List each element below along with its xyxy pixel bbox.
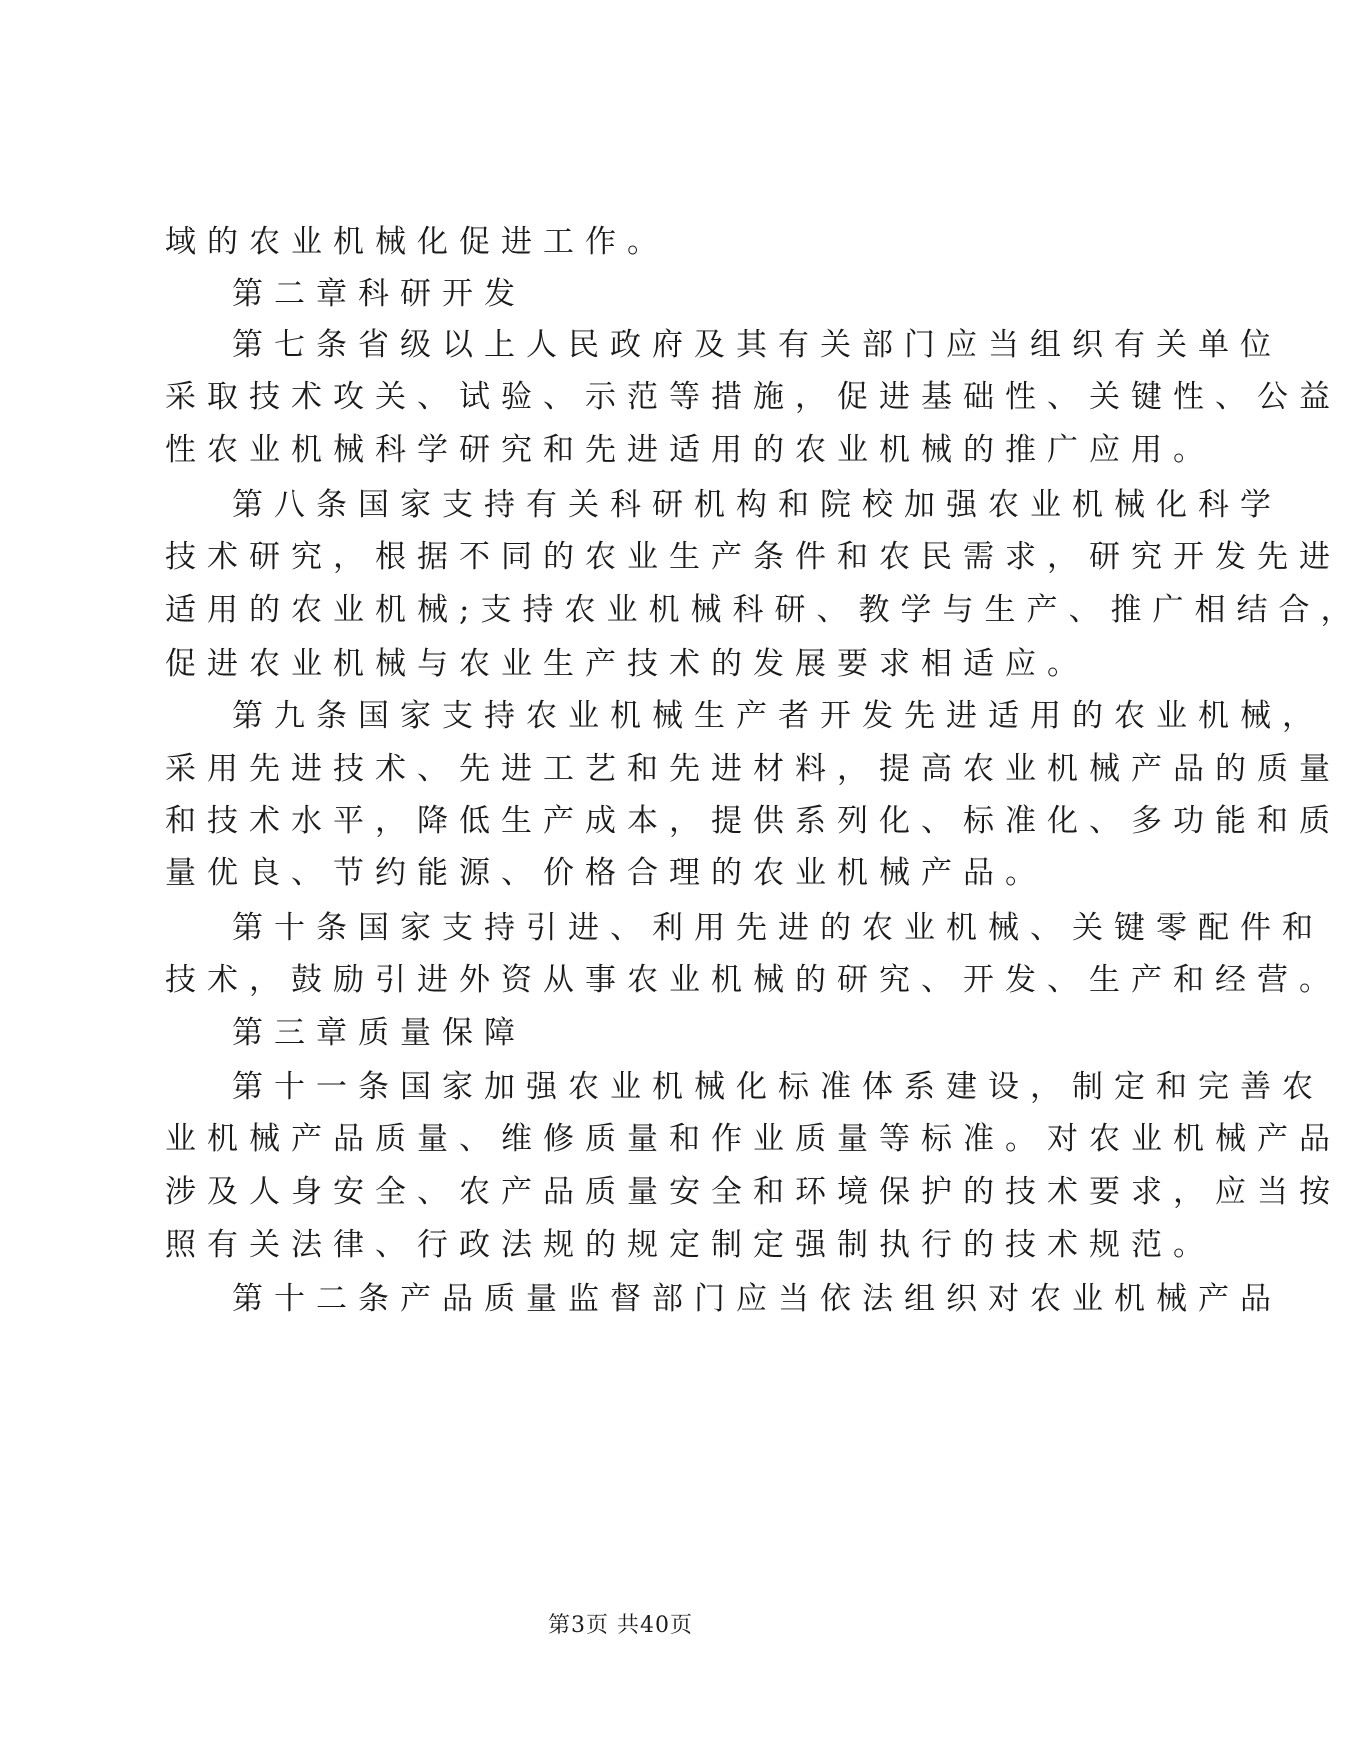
article-9-line-1: 第九条国家支持农业机械生产者开发先进适用的农业机械，	[232, 698, 1324, 734]
article-11-line-1: 第十一条国家加强农业机械化标准体系建设，制定和完善农	[232, 1069, 1324, 1105]
article-7-line-1: 第七条省级以上人民政府及其有关部门应当组织有关单位	[232, 327, 1282, 363]
article-9-line-4: 量优良、节约能源、价格合理的农业机械产品。	[165, 855, 1047, 891]
article-9-line-2: 采用先进技术、先进工艺和先进材料，提高农业机械产品的质量	[165, 751, 1341, 787]
article-8-line-3: 适用的农业机械;支持农业机械科研、教学与生产、推广相结合，	[165, 592, 1362, 628]
text-line-continuation: 域的农业机械化促进工作。	[165, 224, 669, 260]
article-8-line-4: 促进农业机械与农业生产技术的发展要求相适应。	[165, 646, 1089, 682]
article-11-line-2: 业机械产品质量、维修质量和作业质量等标准。对农业机械产品	[165, 1121, 1341, 1157]
article-11-line-3: 涉及人身安全、农产品质量安全和环境保护的技术要求，应当按	[165, 1174, 1341, 1210]
article-12-line-1: 第十二条产品质量监督部门应当依法组织对农业机械产品	[232, 1281, 1282, 1317]
article-7-line-2: 采取技术攻关、试验、示范等措施，促进基础性、关键性、公益	[165, 379, 1341, 415]
article-10-line-1: 第十条国家支持引进、利用先进的农业机械、关键零配件和	[232, 910, 1324, 946]
article-7-line-3: 性农业机械科学研究和先进适用的农业机械的推广应用。	[165, 432, 1215, 468]
article-8-line-2: 技术研究，根据不同的农业生产条件和农民需求，研究开发先进	[165, 539, 1341, 575]
chapter-heading: 第三章质量保障	[232, 1015, 526, 1051]
article-9-line-3: 和技术水平，降低生产成本，提供系列化、标准化、多功能和质	[165, 803, 1341, 839]
page-number-footer: 第3页 共40页	[548, 1613, 693, 1638]
article-11-line-4: 照有关法律、行政法规的规定制定强制执行的技术规范。	[165, 1227, 1215, 1263]
article-10-line-2: 技术，鼓励引进外资从事农业机械的研究、开发、生产和经营。	[165, 962, 1341, 998]
article-8-line-1: 第八条国家支持有关科研机构和院校加强农业机械化科学	[232, 487, 1282, 523]
chapter-heading: 第二章科研开发	[232, 276, 526, 312]
